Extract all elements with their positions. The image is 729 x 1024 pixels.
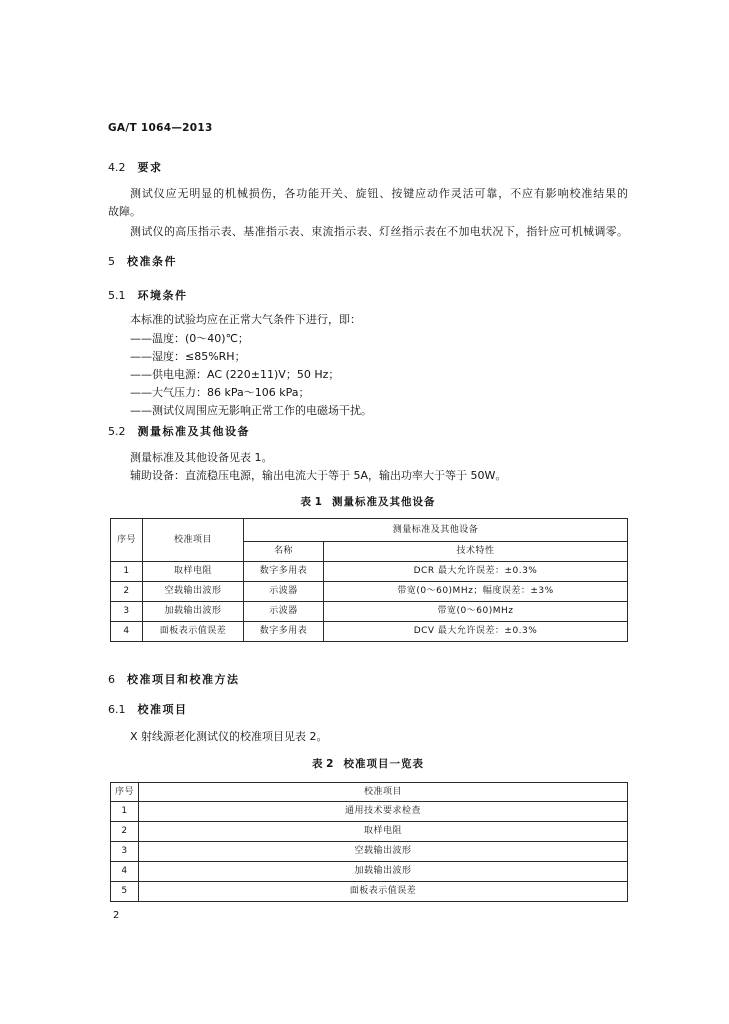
cell-no: 1 <box>111 802 139 822</box>
cell-item: 面板表示值误差 <box>143 622 244 642</box>
cell-no: 4 <box>111 622 143 642</box>
table-2-caption <box>108 757 628 771</box>
page-number: 2 <box>113 910 120 921</box>
cell-no: 3 <box>111 602 143 622</box>
paragraph: 测量标准及其他设备见表 1。 <box>130 451 273 464</box>
table-row <box>111 842 628 862</box>
header-cell: 技术特性 <box>324 542 628 562</box>
heading-title: 校准项目 <box>137 703 188 716</box>
cell-no: 1 <box>111 562 143 582</box>
table-row <box>111 562 628 582</box>
caption-title: 测量标准及其他设备 <box>331 496 436 508</box>
cell-no: 3 <box>111 842 139 862</box>
heading-title: 测量标准及其他设备 <box>137 425 250 438</box>
cell-item: 面板表示值误差 <box>139 882 628 902</box>
heading-number: 5 <box>108 255 115 268</box>
cell-name: 示波器 <box>244 582 324 602</box>
caption-number: 表 1 <box>300 496 322 508</box>
heading-number: 4.2 <box>108 161 126 174</box>
header-cell: 名称 <box>244 542 324 562</box>
header-cell: 测量标准及其他设备 <box>244 519 628 542</box>
paragraph-line: 故障。 <box>108 205 141 218</box>
cell-item: 取样电阻 <box>139 822 628 842</box>
cell-item: 通用技术要求检查 <box>139 802 628 822</box>
table-row <box>111 822 628 842</box>
cell-item: 加载输出波形 <box>143 602 244 622</box>
cell-item: 空载输出波形 <box>139 842 628 862</box>
cell-no: 5 <box>111 882 139 902</box>
header-cell: 校准项目 <box>139 783 628 802</box>
heading-5-2 <box>108 425 250 439</box>
heading-6 <box>108 673 240 687</box>
heading-5-1 <box>108 289 188 303</box>
heading-number: 6.1 <box>108 703 126 716</box>
table-row <box>111 582 628 602</box>
table-row <box>111 862 628 882</box>
cell-spec: 带宽(0～60)MHz；幅度误差：±3% <box>324 582 628 602</box>
cell-no: 2 <box>111 822 139 842</box>
list-item: ——供电电源：AC (220±11)V；50 Hz； <box>130 368 340 381</box>
header-cell: 序号 <box>111 519 143 562</box>
table-row <box>111 802 628 822</box>
header-cell: 序号 <box>111 783 139 802</box>
list-item: ——温度：(0～40)℃； <box>130 332 249 345</box>
list-item: ——测试仪周围应无影响正常工作的电磁场干扰。 <box>130 404 372 417</box>
cell-name: 数字多用表 <box>244 562 324 582</box>
heading-number: 5.2 <box>108 425 126 438</box>
table-row <box>111 602 628 622</box>
paragraph: X 射线源老化测试仪的校准项目见表 2。 <box>130 730 328 743</box>
header-cell: 校准项目 <box>143 519 244 562</box>
list-item: ——湿度：≤85%RH； <box>130 350 246 363</box>
cell-item: 空载输出波形 <box>143 582 244 602</box>
cell-item: 加载输出波形 <box>139 862 628 882</box>
heading-title: 校准条件 <box>127 255 177 268</box>
table-row <box>111 622 628 642</box>
cell-name: 数字多用表 <box>244 622 324 642</box>
heading-6-1 <box>108 703 188 717</box>
table-row <box>111 882 628 902</box>
heading-5 <box>108 255 177 269</box>
heading-title: 环境条件 <box>137 289 188 302</box>
paragraph: 本标准的试验均应在正常大气条件下进行，即： <box>130 313 361 326</box>
paragraph: 辅助设备：直流稳压电源，输出电流大于等于 5A，输出功率大于等于 50W。 <box>130 469 507 482</box>
caption-number: 表 2 <box>312 758 334 770</box>
caption-title: 校准项目一览表 <box>343 758 424 770</box>
cell-item: 取样电阻 <box>143 562 244 582</box>
list-item: ——大气压力：86 kPa～106 kPa； <box>130 386 310 399</box>
heading-number: 5.1 <box>108 289 126 302</box>
standard-code: GA/T 1064—2013 <box>108 122 213 134</box>
table-header-row <box>111 519 628 542</box>
paragraph: 测试仪的高压指示表、基准指示表、束流指示表、灯丝指示表在不加电状况下，指针应可机械调零。 <box>130 225 628 238</box>
heading-4-2 <box>108 161 163 175</box>
table-1 <box>110 518 628 642</box>
paragraph-line: 测试仪应无明显的机械损伤，各功能开关、旋钮、按键应动作灵活可靠，不应有影响校准结果的 <box>130 187 628 200</box>
cell-spec: 带宽(0～60)MHz <box>324 602 628 622</box>
heading-title: 校准项目和校准方法 <box>127 673 240 686</box>
cell-name: 示波器 <box>244 602 324 622</box>
cell-no: 4 <box>111 862 139 882</box>
table-2 <box>110 782 628 902</box>
heading-number: 6 <box>108 673 115 686</box>
table-header-row <box>111 783 628 802</box>
cell-spec: DCR 最大允许误差：±0.3% <box>324 562 628 582</box>
cell-no: 2 <box>111 582 143 602</box>
heading-title: 要求 <box>137 161 163 174</box>
table-1-caption <box>108 495 628 509</box>
cell-spec: DCV 最大允许误差：±0.3% <box>324 622 628 642</box>
